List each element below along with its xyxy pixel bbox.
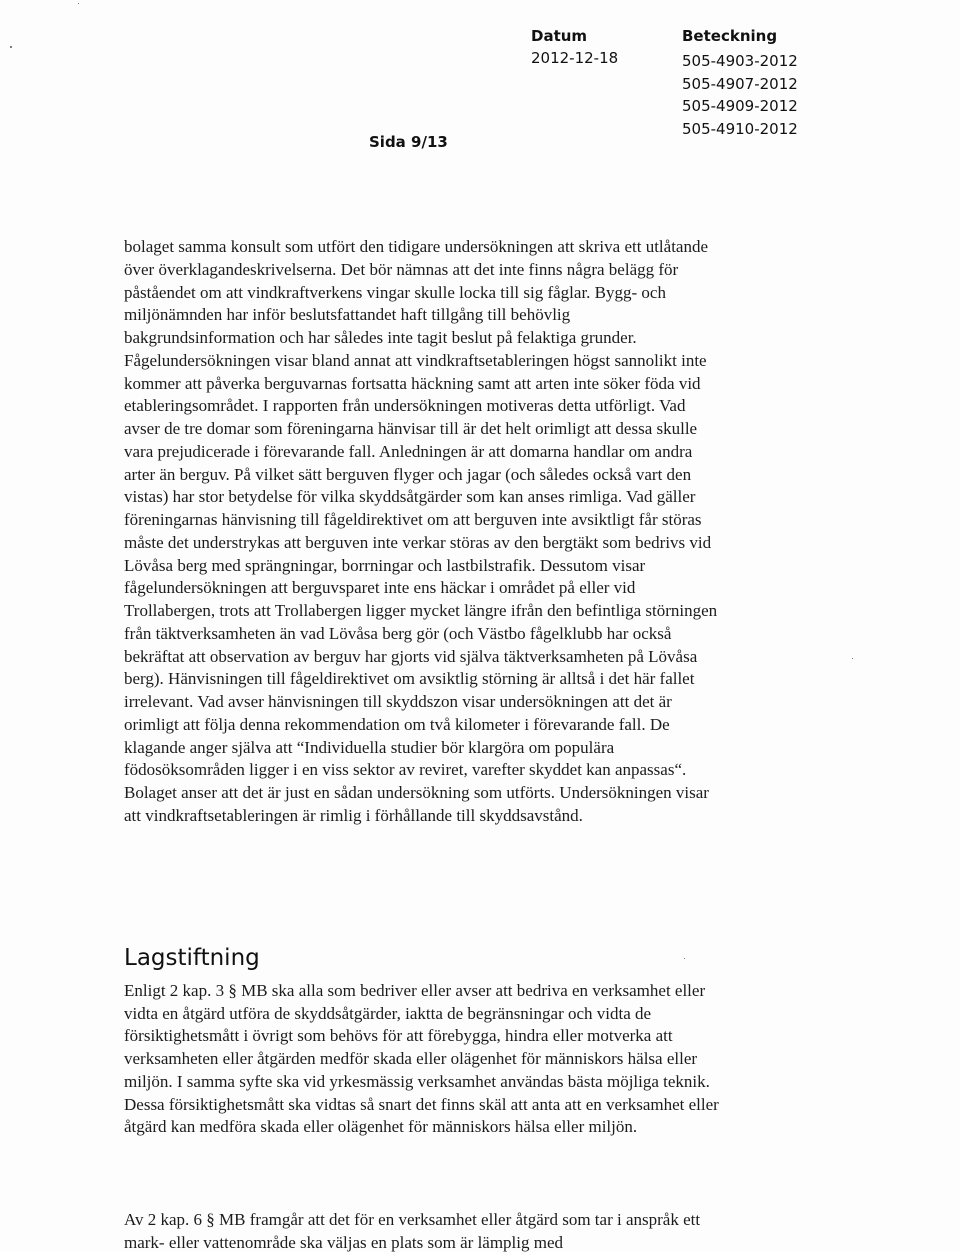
datum-label: Datum [531, 27, 588, 45]
body-paragraph: Av 2 kap. 6 § MB framgår att det för en verksamhet eller åtgärd som tar i anspråk ett mark- eller vattenområde ska väljas en plats som är lämplig med [124, 1210, 701, 1252]
scan-speck [78, 3, 79, 4]
section-heading: Lagstiftning [124, 945, 260, 971]
page-number: Sida 9/13 [369, 133, 448, 151]
body-paragraph: Enligt 2 kap. 3 § MB ska alla som bedriver eller avser att bedriva en verksamhet eller vidta en åtgärd utföra de skyddsåtgärder, iaktta de begränsningar och vidta de försiktighetsmått i övrigt som behövs för att förebygga, hindra eller motverka att verksamheten eller åtgärden medför skada eller olägenhet för människors hälsa eller miljön. I samma syfte ska vid yrkesmässig verksamhet användas bästa möjliga teknik. Dessa försiktighetsmått ska vidtas så snart det finns skäl att anta att en verksamhet eller åtgärd kan medföra skada eller olägenhet för människors hälsa eller miljön. [124, 981, 719, 1137]
case-number: 505-4903-2012 [682, 52, 798, 70]
case-number: 505-4907-2012 [682, 74, 798, 93]
body-paragraph: bolaget samma konsult som utfört den tidigare undersökningen att skriva ett utlåtande över överklagandeskrivelserna. Det bör nämnas att det inte finns några belägg för påståendet om att vindkraftverkens vingar skulle locka till sig fåglar. Bygg- och miljönämnden har inför beslutsfattandet haft tillgång till behövlig bakgrundsinformation och har således inte tagit beslut på felaktiga grunder. Fågelundersökningen visar bland annat att vindkraftsetableringen högst sannolikt inte kommer att påverka berguvarnas fortsatta häckning samt att arten inte söker föda vid etableringsområdet. I rapporten från undersökningen motiveras detta utförligt. Vad avser de tre domar som föreningarna hänvisar till är det helt orimligt att dessa skulle vara prejudicerade i förevarande fall. Anledningen är att domarna handlar om andra arter än berguv. På vilket sätt berguven flyger och jagar (och således också vart den vistas) har stor betydelse för vilka skyddsåtgärder som kan anses rimliga. Vad gäller föreningarnas hänvisning till fågeldirektivet om att berguven inte avsiktligt får störas måste det understrykas att berguven inte verkar störas av den bergtäkt som bedrivs vid Lövåsa berg med sprängningar, borrningar och lastbilstrafik. Dessutom visar fågelundersökningen att berguvsparet inte ens häckar i området på eller vid Trollabergen, trots att Trollabergen ligger mycket längre ifrån den befintliga störningen från täktverksamheten än vad Lövåsa berg gör (och Västbo fågelklubb har också bekräftat att observation av berguv har gjorts vid själva täktverksamheten på Lövåsa berg). Hänvisningen till fågeldirektivet om avsiktlig störning är alltså i det här fallet irrelevant. Vad avser hänvisningen till skyddszon visar undersökningen att det är orimligt att följa denna rekommendation om två kilometer i förevarande fall. De klagande anger själva att “Individuella studier bör klargöra om populära födosöksområden ligger i en viss sektor av reviret, varefter skyddet kan anpassas“. Bolaget anser att det är just en sådan undersökning som utförts. Undersökningen visar att vindkraftsetableringen är rimlig i förhållande till skyddsavstånd. [124, 237, 718, 825]
datum-value: 2012-12-18 [531, 49, 619, 67]
case-number: 505-4909-2012 [682, 97, 798, 116]
scan-speck [684, 958, 685, 959]
scan-speck [852, 658, 853, 659]
beteckning-label: Beteckning [682, 27, 778, 45]
case-number-list [682, 50, 798, 140]
case-number: 505-4910-2012 [682, 119, 798, 138]
scan-speck [10, 46, 12, 48]
